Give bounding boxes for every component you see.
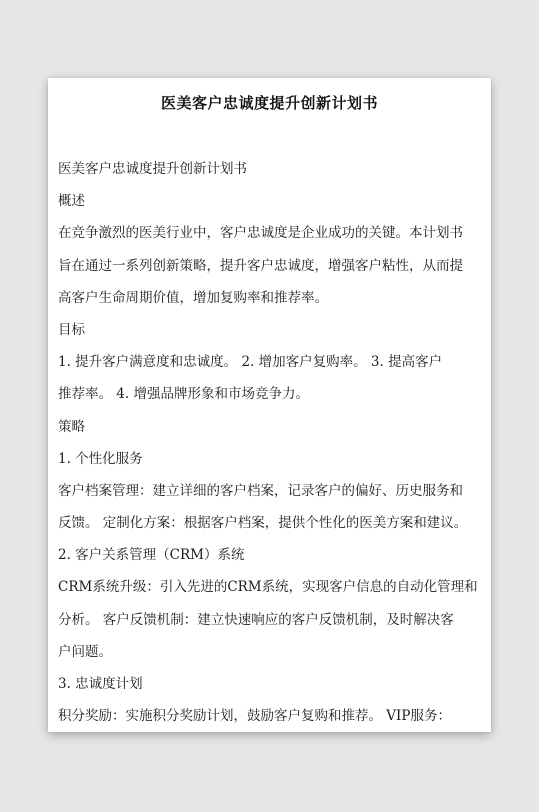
paragraph-line: 旨在通过一系列创新策略，提升客户忠诚度，增强客户粘性，从而提 — [58, 257, 463, 274]
subsection-heading: 2. 客户关系管理（CRM）系统 — [58, 547, 245, 564]
paragraph-line: 积分奖励：实施积分奖励计划，鼓励客户复购和推荐。 VIP服务： — [58, 708, 451, 725]
document-page — [48, 78, 491, 732]
section-heading-goals: 目标 — [58, 321, 85, 338]
subsection-heading: 1. 个性化服务 — [58, 450, 143, 467]
paragraph-line: 反馈。 定制化方案：根据客户档案，提供个性化的医美方案和建议。 — [58, 515, 468, 532]
document-body — [58, 153, 491, 732]
section-heading-strategy: 策略 — [58, 418, 85, 435]
heading-repeat-title: 医美客户忠诚度提升创新计划书 — [58, 161, 247, 177]
paragraph-line: CRM系统升级：引入先进的CRM系统，实现客户信息的自动化管理和 — [58, 579, 478, 596]
paragraph-line: 客户档案管理：建立详细的客户档案，记录客户的偏好、历史服务和 — [58, 482, 463, 499]
document-title: 医美客户忠诚度提升创新计划书 — [160, 94, 378, 112]
section-heading-overview: 概述 — [58, 193, 85, 210]
subsection-heading: 3. 忠诚度计划 — [58, 676, 143, 692]
paragraph-line: 分析。 客户反馈机制：建立快速响应的客户反馈机制，及时解决客 — [58, 611, 454, 628]
paragraph-line: 高客户生命周期价值，增加复购率和推荐率。 — [58, 289, 328, 306]
paragraph-line: 户问题。 — [58, 643, 112, 660]
paragraph-line: 1. 提升客户满意度和忠诚度。 2. 增加客户复购率。 3. 提高客户 — [58, 354, 443, 371]
paragraph-line: 推荐率。 4. 增强品牌形象和市场竞争力。 — [58, 386, 309, 403]
paragraph-line: 在竞争激烈的医美行业中，客户忠诚度是企业成功的关键。本计划书 — [58, 225, 463, 242]
